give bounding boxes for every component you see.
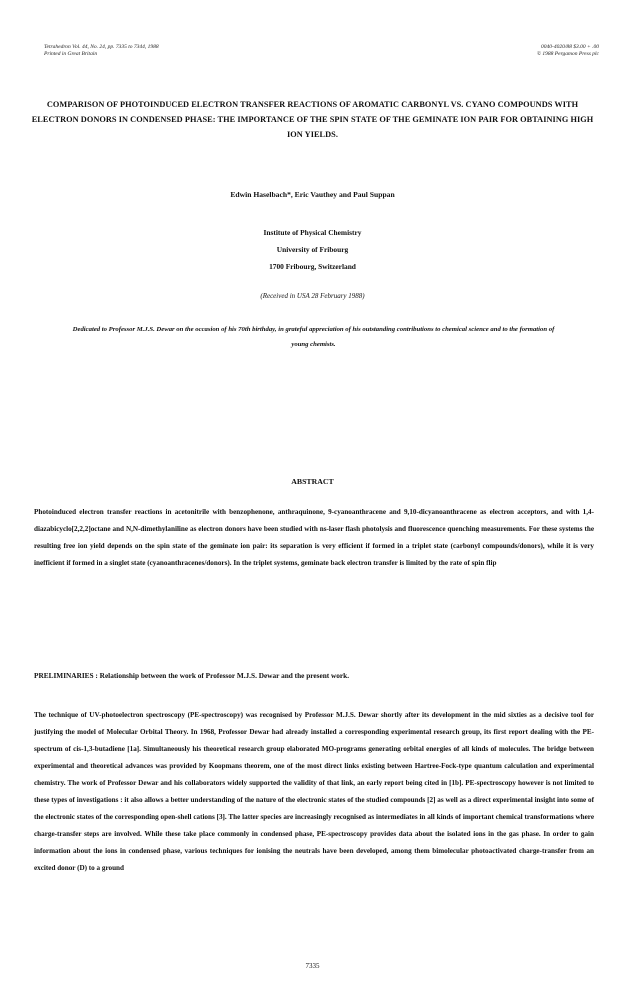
dedication: Dedicated to Professor M.J.S. Dewar on the occasion of his 70th birthday, in grateful appreciation of his outstanding contributions to chemical science and to the formation of young chemists. <box>72 326 555 348</box>
affiliation-institute: Institute of Physical Chemistry <box>263 228 362 237</box>
abstract-text: Photoinduced electron transfer reactions in acetonitrile with benzophenone, anthraquinone, 9-cyanoanthracene and 9,10-dicyanoanthracene as electron acceptors, and with 1,4-diazabicyclo[2,2,2]octane and N,N-dimethylaniline as electron donors have been studied with ns-laser flash photolysis and fluorescence quenching measurements. For these systems the resulting free ion yield depends on the spin state of the geminate ion pair: its separation is very efficient if formed in a triplet state (carbonyl compounds/donors), while it is very inefficient if formed in a singlet state (cyanoanthracenes/donors). In the triplet systems, geminate back electron transfer is limited by the rate of spin flip <box>34 508 594 567</box>
affiliation <box>0 224 625 275</box>
affiliation-city: 1700 Fribourg, Switzerland <box>269 262 356 271</box>
page-number: 7335 <box>305 962 320 970</box>
journal-citation: Tetrahedron Vol. 44, No. 24, pp. 7335 to 7344, 1988 <box>44 44 159 50</box>
price-header <box>537 44 599 58</box>
affiliation-university: University of Fribourg <box>276 245 349 254</box>
body-text: The technique of UV-photoelectron spectroscopy (PE-spectroscopy) was recognised by Professor M.J.S. Dewar shortly after its development in the mid sixties as a decisive tool for justifying the model of Molecular Orbital Theory. In 1968, Professor Dewar had already installed a corresponding experimental research group, its first report dealing with the PE-spectrum of cis-1,3-butadiene [1a]. Simultaneously his theoretical research group elaborated MO-programs generating orbital energies of all kinds of molecules. The bridge between experimental and theoretical advances was provided by Koopmans theorem, one of the most direct links existing between Hartree-Fock-type quantum calculation and experimental chemistry. The work of Professor Dewar and his collaborators widely supported the validity of that link, an early report being cited in [1b]. PE-spectroscopy however is not limited to these types of investigations : it also allows a better understanding of the nature of the electronic states of the studied compounds [2] as well as a direct experimental insight into some of the electronic states of the corresponding open-shell cations [3]. The latter species are increasingly recognised as intermediates in all kinds of important chemical transformations where charge-transfer steps are involved. While these take place commonly in condensed phase, PE-spectroscopy provides data about the isolated ions in the gas phase. In order to gain information about the ions in condensed phase, various techniques for ionising the neutrals have been developed, among them bimolecular photoactivated charge-transfer from an excited donor (D) to a ground <box>34 711 594 872</box>
price-code: 0040-4020/88 $3.00 + .00 <box>541 44 599 50</box>
printed-in: Printed in Great Britain <box>44 51 98 57</box>
received-date: (Received in USA 28 February 1988) <box>260 292 365 300</box>
abstract-heading: ABSTRACT <box>291 477 334 486</box>
paper-title: COMPARISON OF PHOTOINDUCED ELECTRON TRANSFER REACTIONS OF AROMATIC CARBONYL VS. CYANO COMPOUNDS WITH ELECTRON DONORS IN CONDENSED PHASE: THE IMPORTANCE OF THE SPIN STATE OF THE GEMINATE ION PAIR FOR OBTAINING HIGH ION YIELDS. <box>31 100 594 139</box>
preliminaries-heading: PRELIMINARIES : Relationship between the work of Professor M.J.S. Dewar and the present work. <box>34 671 350 680</box>
authors: Edwin Haselbach*, Eric Vauthey and Paul Suppan <box>230 190 395 199</box>
copyright: © 1988 Pergamon Press plc <box>536 51 599 57</box>
journal-header <box>44 44 159 58</box>
